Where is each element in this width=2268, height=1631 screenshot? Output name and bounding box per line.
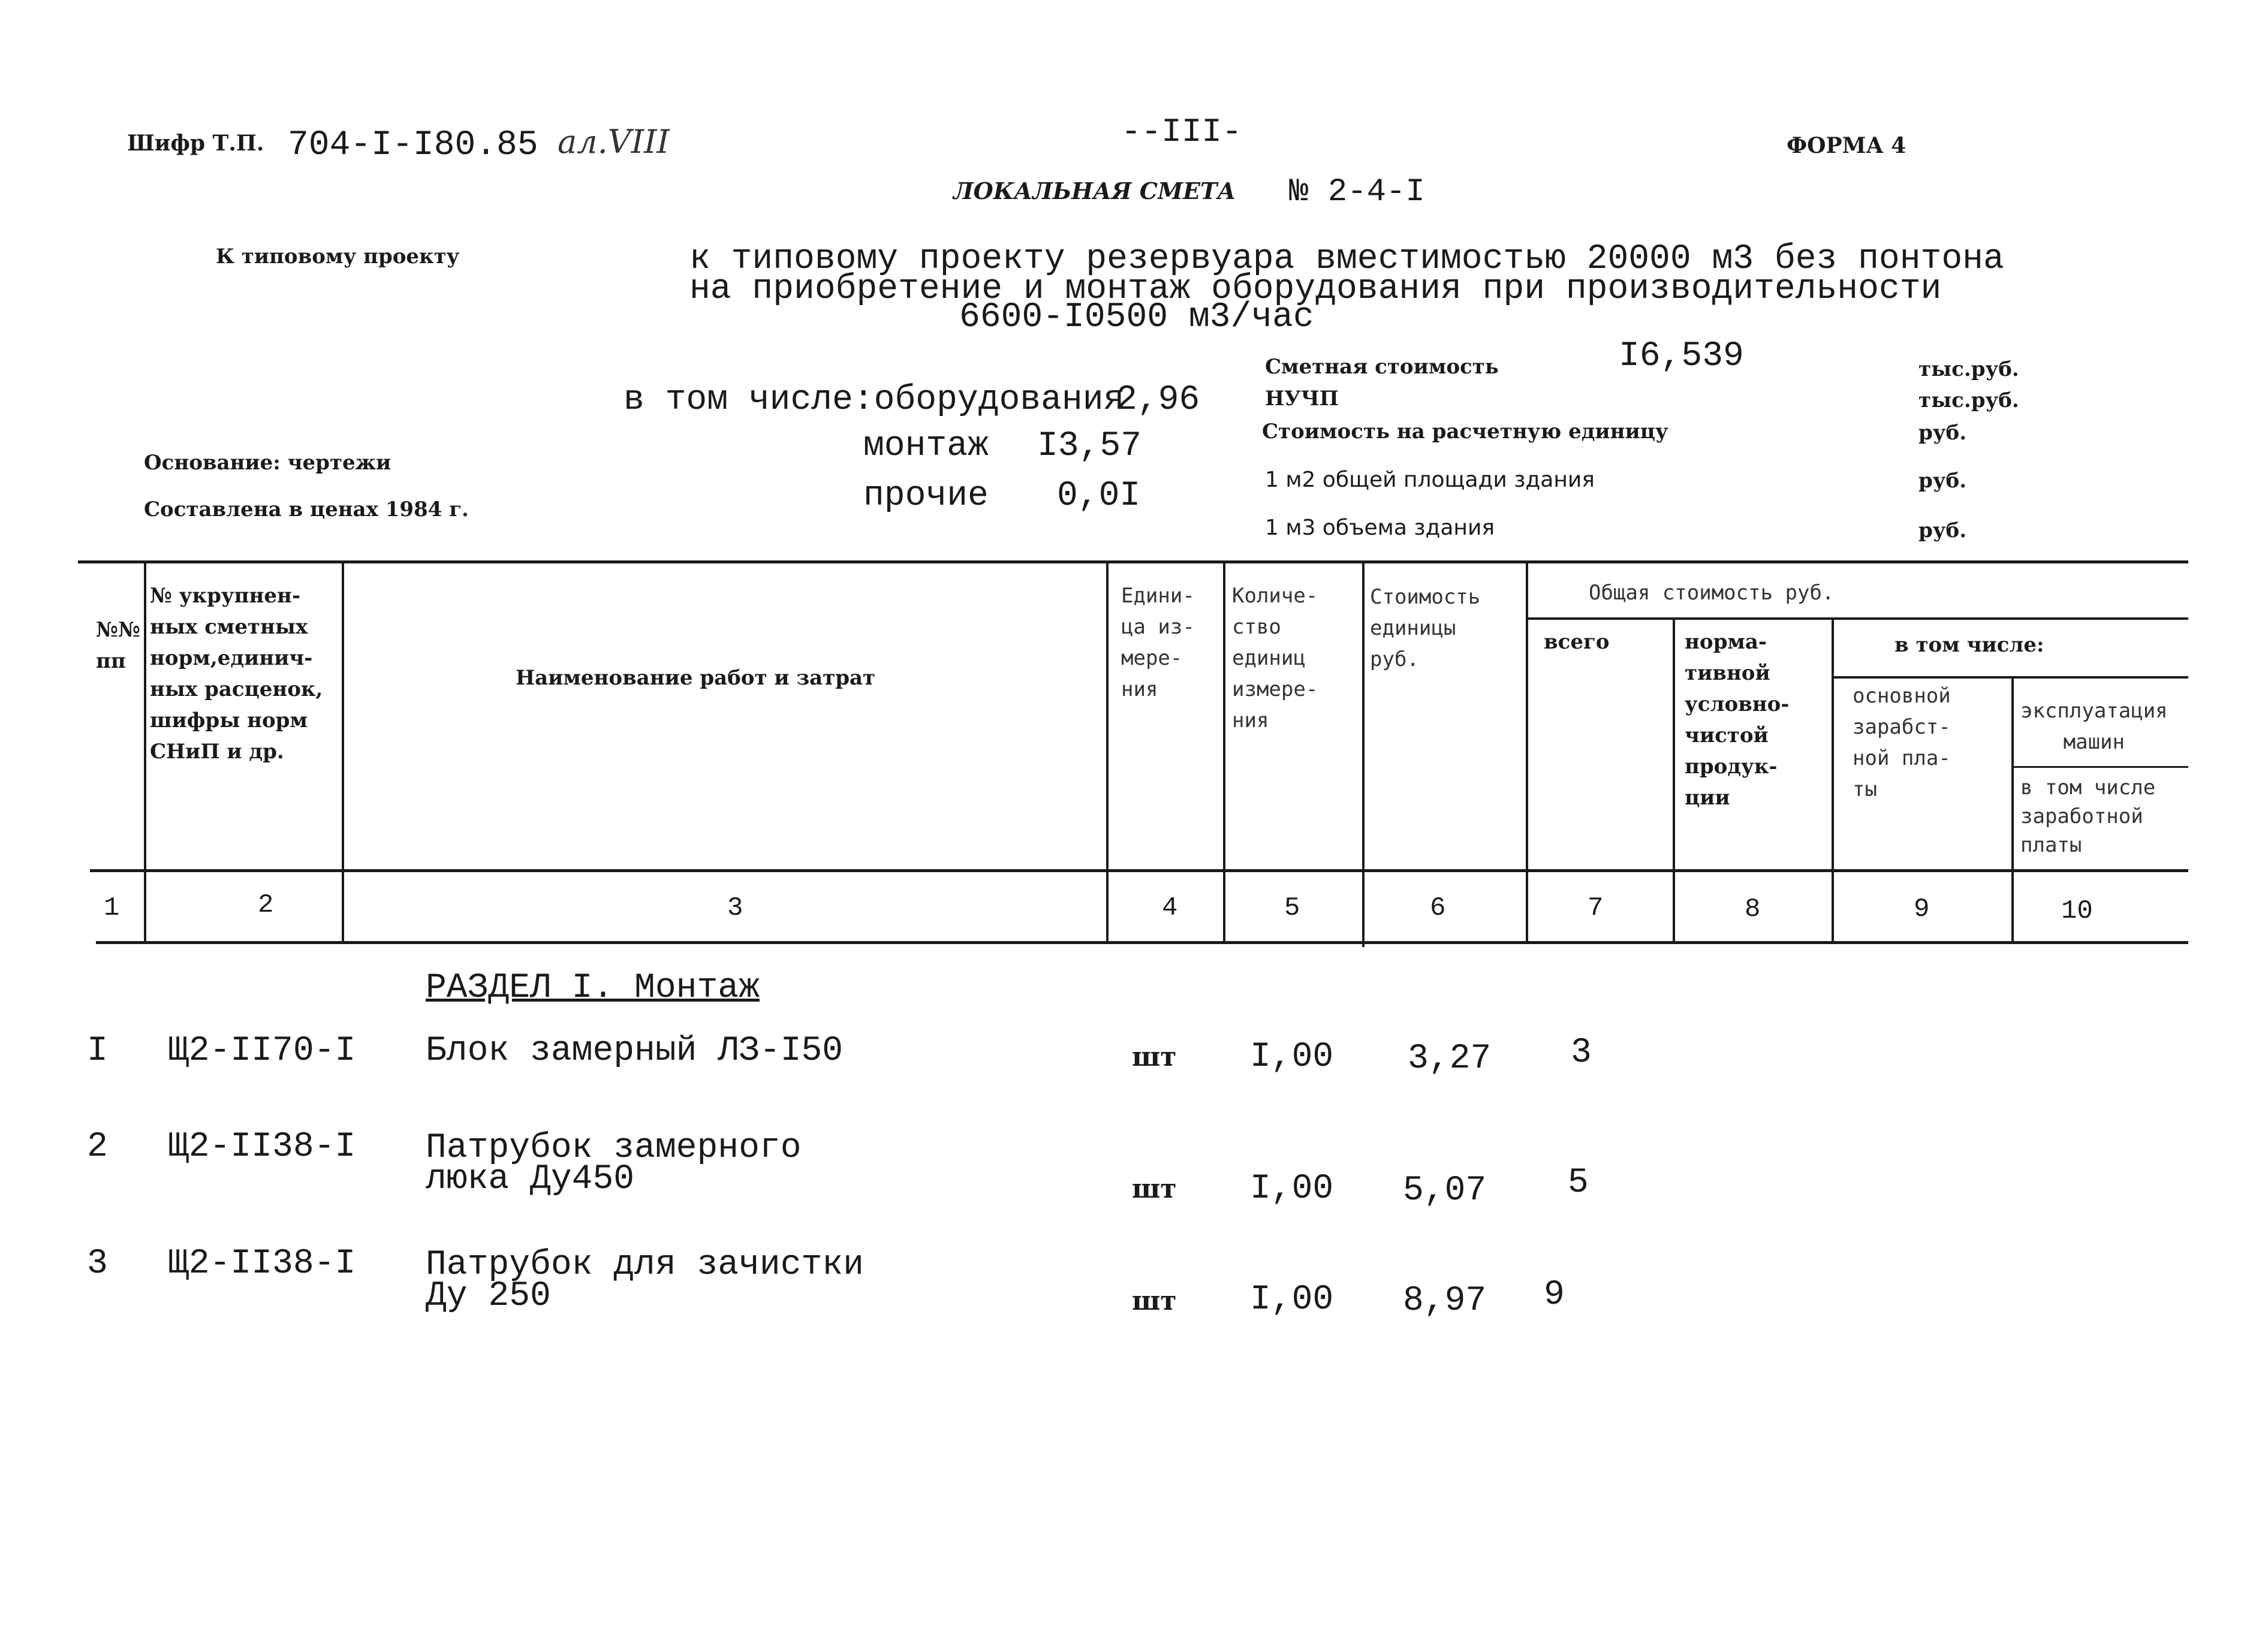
colnum-1: 1 bbox=[104, 893, 120, 923]
row-2-name: Патрубок замерного люка Ду450 bbox=[426, 1129, 802, 1199]
project-ref-label: К типовому проекту bbox=[216, 245, 460, 269]
row-2-code: Щ2-II38-I bbox=[168, 1127, 356, 1166]
album-note: ал.VIII bbox=[558, 123, 670, 161]
table-top-border bbox=[78, 560, 2188, 563]
col-divider-8 bbox=[1832, 617, 1834, 942]
col-divider-4 bbox=[1223, 563, 1225, 942]
row-2-no: 2 bbox=[87, 1127, 108, 1166]
colnum-3: 3 bbox=[727, 893, 743, 923]
header-col-10-machines: эксплуатация машин bbox=[2020, 699, 2168, 754]
other-value: 0,0I bbox=[1057, 477, 1141, 515]
montage-label: монтаж bbox=[863, 427, 989, 466]
page-number: --III- bbox=[1121, 113, 1242, 151]
unit-cost-label: Стоимость на расчетную единицу bbox=[1262, 420, 1668, 444]
nuchp-label: НУЧП bbox=[1265, 387, 1339, 411]
row-3-code: Щ2-II38-I bbox=[168, 1244, 356, 1283]
row-3-no: 3 bbox=[87, 1244, 108, 1283]
header-col-3: Наименование работ и затрат bbox=[516, 666, 876, 690]
cipher-label: Шифр Т.П. bbox=[127, 131, 264, 156]
estimate-cost-value: I6,539 bbox=[1619, 337, 1744, 376]
row-1-name: Блок замерный ЛЗ-I50 bbox=[426, 1032, 844, 1071]
total-group-divider bbox=[1526, 617, 2188, 620]
form-label: ФОРМА 4 bbox=[1787, 133, 1906, 158]
col-divider-5 bbox=[1362, 563, 1365, 947]
estimate-title: ЛОКАЛЬНАЯ СМЕТА bbox=[953, 177, 1236, 204]
row-1-price: 3,27 bbox=[1408, 1039, 1492, 1078]
montage-value: I3,57 bbox=[1037, 427, 1142, 466]
incl-group-divider bbox=[1832, 676, 2188, 679]
row-3-price: 8,97 bbox=[1403, 1282, 1487, 1321]
project-number: 704-I-I80.85 bbox=[288, 126, 538, 165]
header-incl-group: в том числе: bbox=[1894, 633, 2044, 657]
colnum-5: 5 bbox=[1284, 893, 1300, 923]
prices-label: Составлена в ценах 1984 г. bbox=[144, 498, 469, 521]
project-description-1: к типовому проекту резервуара вместимостью 20000 м3 без понтона bbox=[689, 240, 2004, 279]
header-col-10-wages: в том числе заработной платы bbox=[2020, 776, 2156, 857]
header-col-9: основной зарабст- ной пла- ты bbox=[1853, 684, 1951, 801]
header-total-group: Общая стоимость руб. bbox=[1589, 581, 1835, 605]
equipment-label: в том числе:оборудования bbox=[624, 381, 1125, 420]
numbers-bottom-border bbox=[96, 941, 2188, 944]
row-1-no: I bbox=[87, 1032, 108, 1071]
per-m2-label: 1 м2 общей площади здания bbox=[1265, 468, 1595, 492]
row-2-unit: шт bbox=[1132, 1174, 1177, 1204]
row-2-qty: I,00 bbox=[1250, 1169, 1334, 1208]
machines-divider bbox=[2011, 766, 2188, 768]
estimate-cost-label: Сметная стоимость bbox=[1265, 355, 1499, 379]
estimate-number: № 2-4-I bbox=[1289, 174, 1425, 210]
row-2-price: 5,07 bbox=[1403, 1171, 1487, 1210]
col-divider-2 bbox=[342, 563, 344, 942]
col-divider-7 bbox=[1673, 617, 1675, 942]
colnum-7: 7 bbox=[1588, 893, 1604, 923]
row-1-code: Щ2-II70-I bbox=[168, 1032, 356, 1071]
per-m3-label: 1 м3 объема здания bbox=[1265, 515, 1495, 540]
row-3-total: 9 bbox=[1544, 1276, 1565, 1315]
project-description-2: на приобретение и монтаж оборудования при производительности bbox=[689, 270, 1942, 309]
project-description-3: 6600-I0500 м3/час bbox=[959, 298, 1314, 337]
other-label: прочие bbox=[863, 477, 989, 515]
colnum-9: 9 bbox=[1914, 894, 1930, 924]
header-bottom-border bbox=[90, 869, 2188, 872]
colnum-4: 4 bbox=[1162, 893, 1178, 923]
row-3-unit: шт bbox=[1132, 1286, 1177, 1316]
per-m3-unit: руб. bbox=[1918, 518, 1967, 542]
per-m2-unit: руб. bbox=[1918, 469, 1967, 493]
unit-cost-unit: руб. bbox=[1918, 421, 1967, 445]
equipment-value: 2,96 bbox=[1116, 381, 1200, 420]
row-2-total: 5 bbox=[1568, 1163, 1589, 1202]
col-divider-1 bbox=[144, 563, 146, 942]
section-title: РАЗДЕЛ I. Монтаж bbox=[426, 969, 760, 1008]
col-divider-9 bbox=[2011, 676, 2014, 942]
header-col-6: Стоимость единицы руб. bbox=[1370, 585, 1481, 671]
col-divider-6 bbox=[1526, 563, 1528, 942]
colnum-10: 10 bbox=[2061, 896, 2093, 926]
header-col-2: № укрупнен- ных сметных норм,единич- ных расценок, шифры норм СНиП и др. bbox=[150, 584, 323, 764]
estimate-cost-unit: тыс.руб. bbox=[1918, 357, 2019, 381]
col-divider-3 bbox=[1106, 563, 1109, 942]
row-1-unit: шт bbox=[1132, 1042, 1177, 1072]
row-1-qty: I,00 bbox=[1250, 1038, 1334, 1077]
header-col-1: №№ пп bbox=[96, 618, 140, 673]
row-3-qty: I,00 bbox=[1250, 1280, 1334, 1319]
row-1-total: 3 bbox=[1571, 1033, 1592, 1072]
header-col-8: норма- тивной условно- чистой продук- ции bbox=[1685, 630, 1790, 810]
colnum-6: 6 bbox=[1430, 893, 1446, 923]
row-3-name: Патрубок для зачистки Ду 250 bbox=[426, 1246, 864, 1316]
header-col-4: Едини- ца из- мере- ния bbox=[1121, 584, 1195, 701]
basis-label: Основание: чертежи bbox=[144, 451, 391, 475]
nuchp-unit: тыс.руб. bbox=[1918, 388, 2019, 412]
colnum-8: 8 bbox=[1745, 894, 1761, 924]
colnum-2: 2 bbox=[258, 890, 274, 920]
header-col-5: Количе- ство единиц измере- ния bbox=[1232, 584, 1318, 732]
header-col-7: всего bbox=[1544, 630, 1610, 654]
